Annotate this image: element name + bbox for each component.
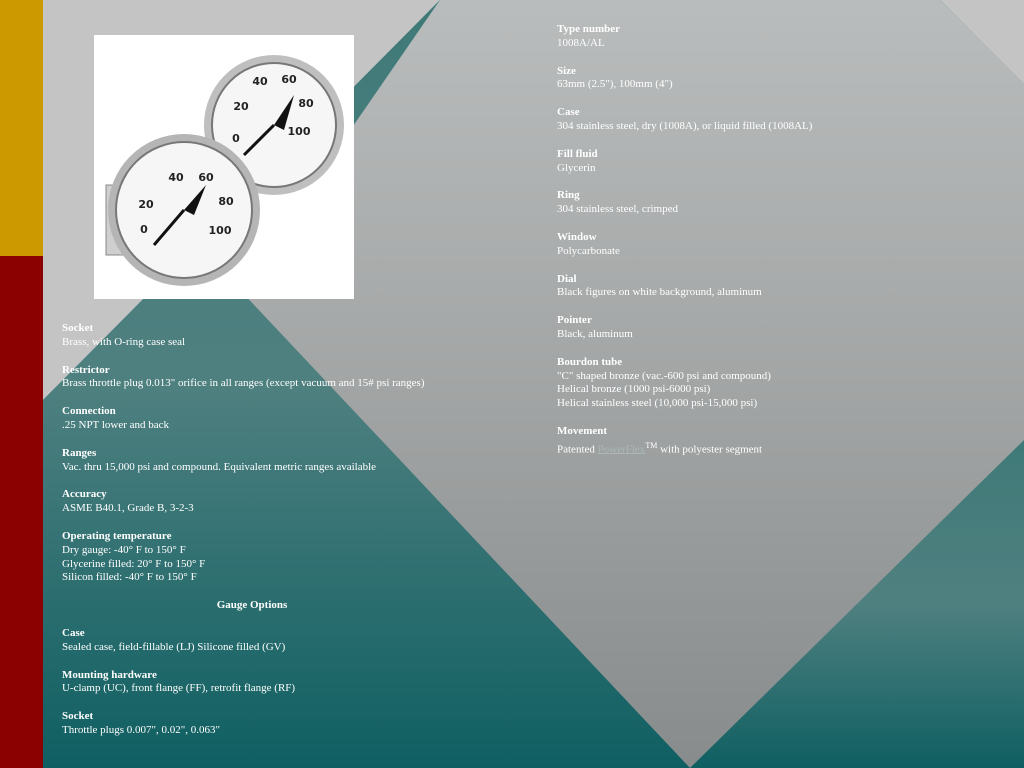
trademark: TM [645, 440, 658, 450]
spec-value: Helical stainless steel (10,000 psi-15,000 psi) [557, 397, 758, 410]
spec-value: Vac. thru 15,000 psi and compound. Equivalent metric ranges available [62, 460, 377, 473]
spec-value: Glycerin [557, 161, 596, 174]
spec-label: Operating temperature [62, 529, 172, 542]
spec-label: Dial [557, 272, 577, 285]
spec-label: Type number [557, 23, 621, 35]
spec-label: Bourdon tube [557, 355, 623, 368]
spec-label: Ring [557, 189, 580, 202]
option-socket [62, 710, 522, 738]
gauge-photo [94, 35, 354, 299]
spec-label: Size [557, 64, 576, 77]
spec-value: "C" shaped bronze (vac.-600 psi and compound) [557, 369, 771, 382]
left-spec-column [62, 322, 522, 752]
powerflex-link[interactable]: PowerFlex [597, 443, 646, 456]
spec-size [557, 65, 887, 93]
spec-value: 304 stainless steel, dry (1008A), or liquid filled (1008AL) [557, 119, 813, 132]
spec-movement [557, 425, 887, 457]
spec-label: Window [557, 230, 597, 243]
spec-value: Black, aluminum [557, 327, 633, 340]
gauge-options-heading: Gauge Options [216, 599, 288, 612]
spec-value: .25 NPT lower and back [62, 418, 170, 431]
dial-label: 100 [287, 125, 311, 138]
spec-accuracy [62, 488, 522, 516]
spec-label: Movement [557, 424, 608, 437]
gold-stripe [0, 0, 43, 256]
spec-label: Pointer [557, 314, 592, 327]
spec-label: Connection [62, 405, 116, 418]
spec-label: Mounting hardware [62, 668, 157, 681]
dial-label: 40 [168, 171, 184, 184]
spec-dial [557, 273, 887, 301]
movement-suffix: with polyester segment [657, 443, 763, 456]
spec-value: Black figures on white background, aluminum [557, 286, 762, 299]
spec-value: 304 stainless steel, crimped [557, 203, 678, 216]
dial-label: 60 [281, 73, 297, 86]
spec-value: 1008A/AL [557, 36, 605, 49]
gauges-illustration [94, 35, 354, 299]
spec-label: Ranges [62, 446, 97, 459]
spec-label: Case [62, 626, 85, 639]
spec-bourdon-tube [557, 356, 887, 411]
spec-value: Sealed case, field-fillable (LJ) Silicone filled (GV) [62, 640, 286, 653]
dial-label: 20 [233, 100, 249, 113]
spec-value: Dry gauge: -40° F to 150° F [62, 543, 186, 556]
spec-label: Accuracy [62, 488, 107, 501]
spec-operating-temperature [62, 530, 522, 585]
movement-prefix: Patented [557, 443, 598, 456]
dial-label: 20 [138, 198, 154, 211]
spec-value: U-clamp (UC), front flange (FF), retrofit flange (RF) [62, 682, 296, 695]
spec-pointer [557, 314, 887, 342]
spec-ranges [62, 447, 522, 475]
spec-fill-fluid [557, 148, 887, 176]
red-stripe [0, 256, 43, 768]
spec-value: Helical bronze (1000 psi-6000 psi) [557, 383, 711, 396]
spec-window [557, 231, 887, 259]
spec-value: Throttle plugs 0.007", 0.02", 0.063" [62, 723, 220, 736]
spec-value: Brass, with O-ring case seal [62, 335, 186, 348]
spec-label: Socket [62, 710, 94, 723]
dial-label: 40 [252, 75, 268, 88]
spec-restrictor [62, 364, 522, 392]
option-case [62, 627, 522, 655]
spec-value: Polycarbonate [557, 244, 620, 257]
right-spec-column [557, 23, 887, 471]
spec-value [557, 439, 887, 457]
dial-label: 0 [140, 223, 148, 236]
spec-value: Silicon filled: -40° F to 150° F [62, 571, 197, 584]
dial-label: 80 [218, 195, 234, 208]
spec-label: Socket [62, 322, 94, 334]
spec-type-number [557, 23, 887, 51]
spec-label: Fill fluid [557, 147, 598, 160]
dial-label: 80 [298, 97, 314, 110]
spec-value: Brass throttle plug 0.013" orifice in all ranges (except vacuum and 15# psi ranges) [62, 377, 425, 390]
spec-label: Restrictor [62, 363, 110, 376]
spec-value: 63mm (2.5"), 100mm (4") [557, 78, 673, 91]
spec-socket [62, 322, 522, 350]
spec-value: Glycerine filled: 20° F to 150° F [62, 557, 206, 570]
dial-label: 100 [208, 224, 232, 237]
spec-value: ASME B40.1, Grade B, 3-2-3 [62, 502, 194, 515]
spec-ring [557, 189, 887, 217]
option-mounting-hardware [62, 669, 522, 697]
dial-label: 60 [198, 171, 214, 184]
spec-label: Case [557, 106, 580, 119]
dial-label: 0 [232, 132, 240, 145]
spec-connection [62, 405, 522, 433]
spec-case [557, 106, 887, 134]
